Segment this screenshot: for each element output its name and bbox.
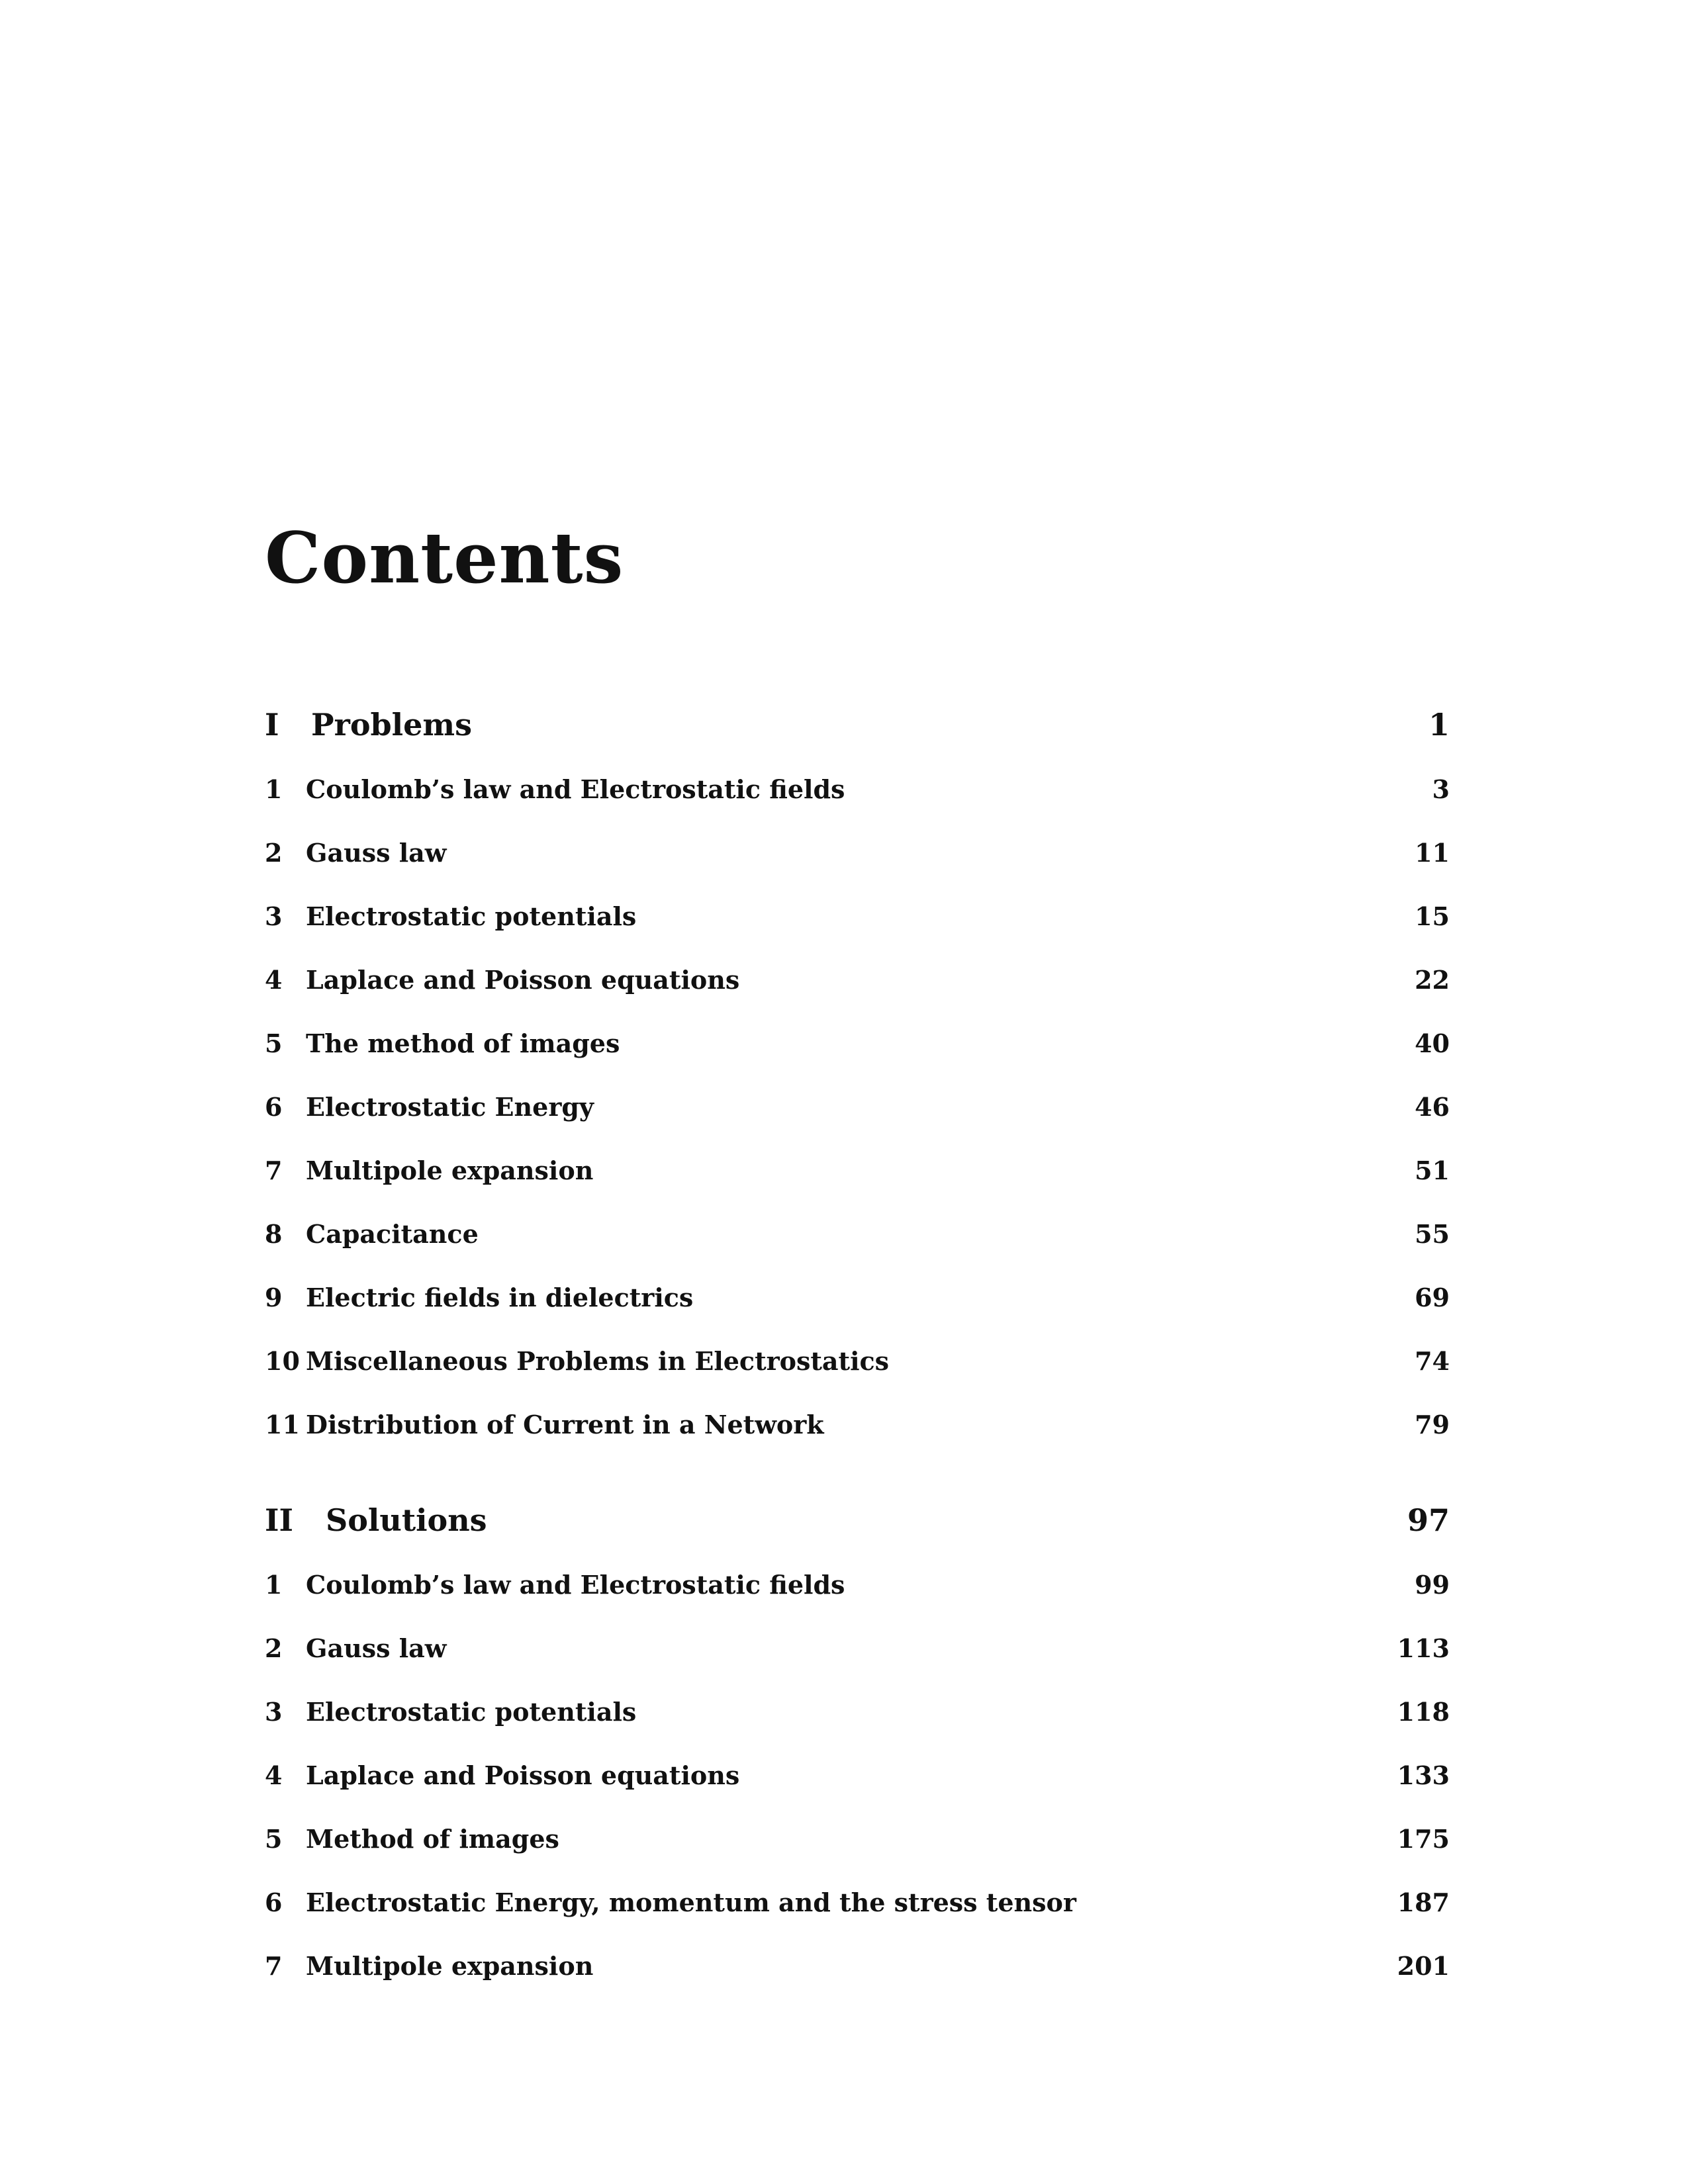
chapter-page-number: 99	[1415, 1570, 1450, 1600]
chapter-title: Gauss law	[306, 838, 447, 868]
toc-entry[interactable]	[265, 1824, 1450, 1854]
chapter-number: 5	[265, 1028, 283, 1058]
chapter-title: Method of images	[306, 1824, 559, 1854]
chapter-number: 11	[265, 1410, 300, 1439]
chapter-title: Electrostatic Energy, momentum and the stress tensor	[306, 1888, 1076, 1917]
chapter-page-number: 22	[1415, 965, 1450, 995]
chapter-number: 7	[265, 1951, 283, 1981]
chapter-number: 3	[265, 901, 283, 931]
chapter-number: 1	[265, 774, 283, 804]
part-title: Problems	[311, 707, 472, 743]
toc-entry[interactable]	[265, 1028, 1450, 1058]
chapter-title: Miscellaneous Problems in Electrostatics	[306, 1346, 890, 1376]
chapter-title: Coulomb’s law and Electrostatic fields	[306, 1570, 845, 1600]
chapter-title: Electrostatic potentials	[306, 901, 637, 931]
toc-entry[interactable]	[265, 1697, 1450, 1727]
chapter-page-number: 113	[1397, 1633, 1450, 1663]
chapter-title: The method of images	[306, 1028, 620, 1058]
part-title: Solutions	[326, 1502, 487, 1538]
chapter-number: 4	[265, 1760, 283, 1790]
chapter-page-number: 11	[1415, 838, 1450, 868]
part-number: I	[265, 707, 279, 743]
chapter-page-number: 74	[1415, 1346, 1450, 1376]
chapter-page-number: 15	[1415, 901, 1450, 931]
toc-entry[interactable]	[265, 901, 1450, 931]
toc-entry[interactable]	[265, 1570, 1450, 1600]
chapter-number: 10	[265, 1346, 300, 1376]
toc-entry[interactable]	[265, 1633, 1450, 1663]
toc-entry[interactable]	[265, 1156, 1450, 1185]
chapter-page-number: 175	[1397, 1824, 1450, 1854]
chapter-number: 6	[265, 1092, 283, 1122]
chapter-title: Multipole expansion	[306, 1156, 594, 1185]
chapter-title: Laplace and Poisson equations	[306, 1760, 740, 1790]
chapter-page-number: 133	[1397, 1760, 1450, 1790]
chapter-page-number: 187	[1397, 1888, 1450, 1917]
chapter-title: Coulomb’s law and Electrostatic fields	[306, 774, 845, 804]
chapter-number: 2	[265, 838, 283, 868]
chapter-number: 5	[265, 1824, 283, 1854]
chapter-page-number: 69	[1415, 1283, 1450, 1312]
page-title: Contents	[265, 516, 624, 599]
part-page-number: 97	[1407, 1502, 1450, 1538]
toc-entry[interactable]	[265, 838, 1450, 868]
chapter-title: Electrostatic Energy	[306, 1092, 594, 1122]
toc-entry[interactable]	[265, 1410, 1450, 1439]
chapter-title: Capacitance	[306, 1219, 479, 1249]
chapter-number: 8	[265, 1219, 283, 1249]
chapter-page-number: 201	[1397, 1951, 1450, 1981]
chapter-title: Laplace and Poisson equations	[306, 965, 740, 995]
chapter-number: 2	[265, 1633, 283, 1663]
chapter-number: 6	[265, 1888, 283, 1917]
chapter-page-number: 118	[1397, 1697, 1450, 1727]
toc-part-solutions[interactable]	[265, 1502, 1450, 1538]
chapter-number: 1	[265, 1570, 283, 1600]
chapter-page-number: 46	[1415, 1092, 1450, 1122]
chapter-title: Electric fields in dielectrics	[306, 1283, 694, 1312]
toc-part-problems[interactable]	[265, 707, 1450, 743]
chapter-title: Gauss law	[306, 1633, 447, 1663]
chapter-number: 9	[265, 1283, 283, 1312]
toc-entry[interactable]	[265, 965, 1450, 995]
toc-entry[interactable]	[265, 1219, 1450, 1249]
chapter-number: 3	[265, 1697, 283, 1727]
toc-entry[interactable]	[265, 1951, 1450, 1981]
toc-entry[interactable]	[265, 774, 1450, 804]
chapter-title: Electrostatic potentials	[306, 1697, 637, 1727]
chapter-number: 7	[265, 1156, 283, 1185]
toc-entry[interactable]	[265, 1760, 1450, 1790]
chapter-page-number: 51	[1415, 1156, 1450, 1185]
toc-entry[interactable]	[265, 1888, 1450, 1917]
toc-entry[interactable]	[265, 1346, 1450, 1376]
part-number: II	[265, 1502, 294, 1538]
toc-entry[interactable]	[265, 1092, 1450, 1122]
chapter-page-number: 55	[1415, 1219, 1450, 1249]
toc-entry[interactable]	[265, 1283, 1450, 1312]
chapter-page-number: 79	[1415, 1410, 1450, 1439]
chapter-page-number: 40	[1415, 1028, 1450, 1058]
chapter-page-number: 3	[1432, 774, 1450, 804]
part-page-number: 1	[1428, 707, 1450, 743]
chapter-title: Distribution of Current in a Network	[306, 1410, 824, 1439]
chapter-number: 4	[265, 965, 283, 995]
chapter-title: Multipole expansion	[306, 1951, 594, 1981]
